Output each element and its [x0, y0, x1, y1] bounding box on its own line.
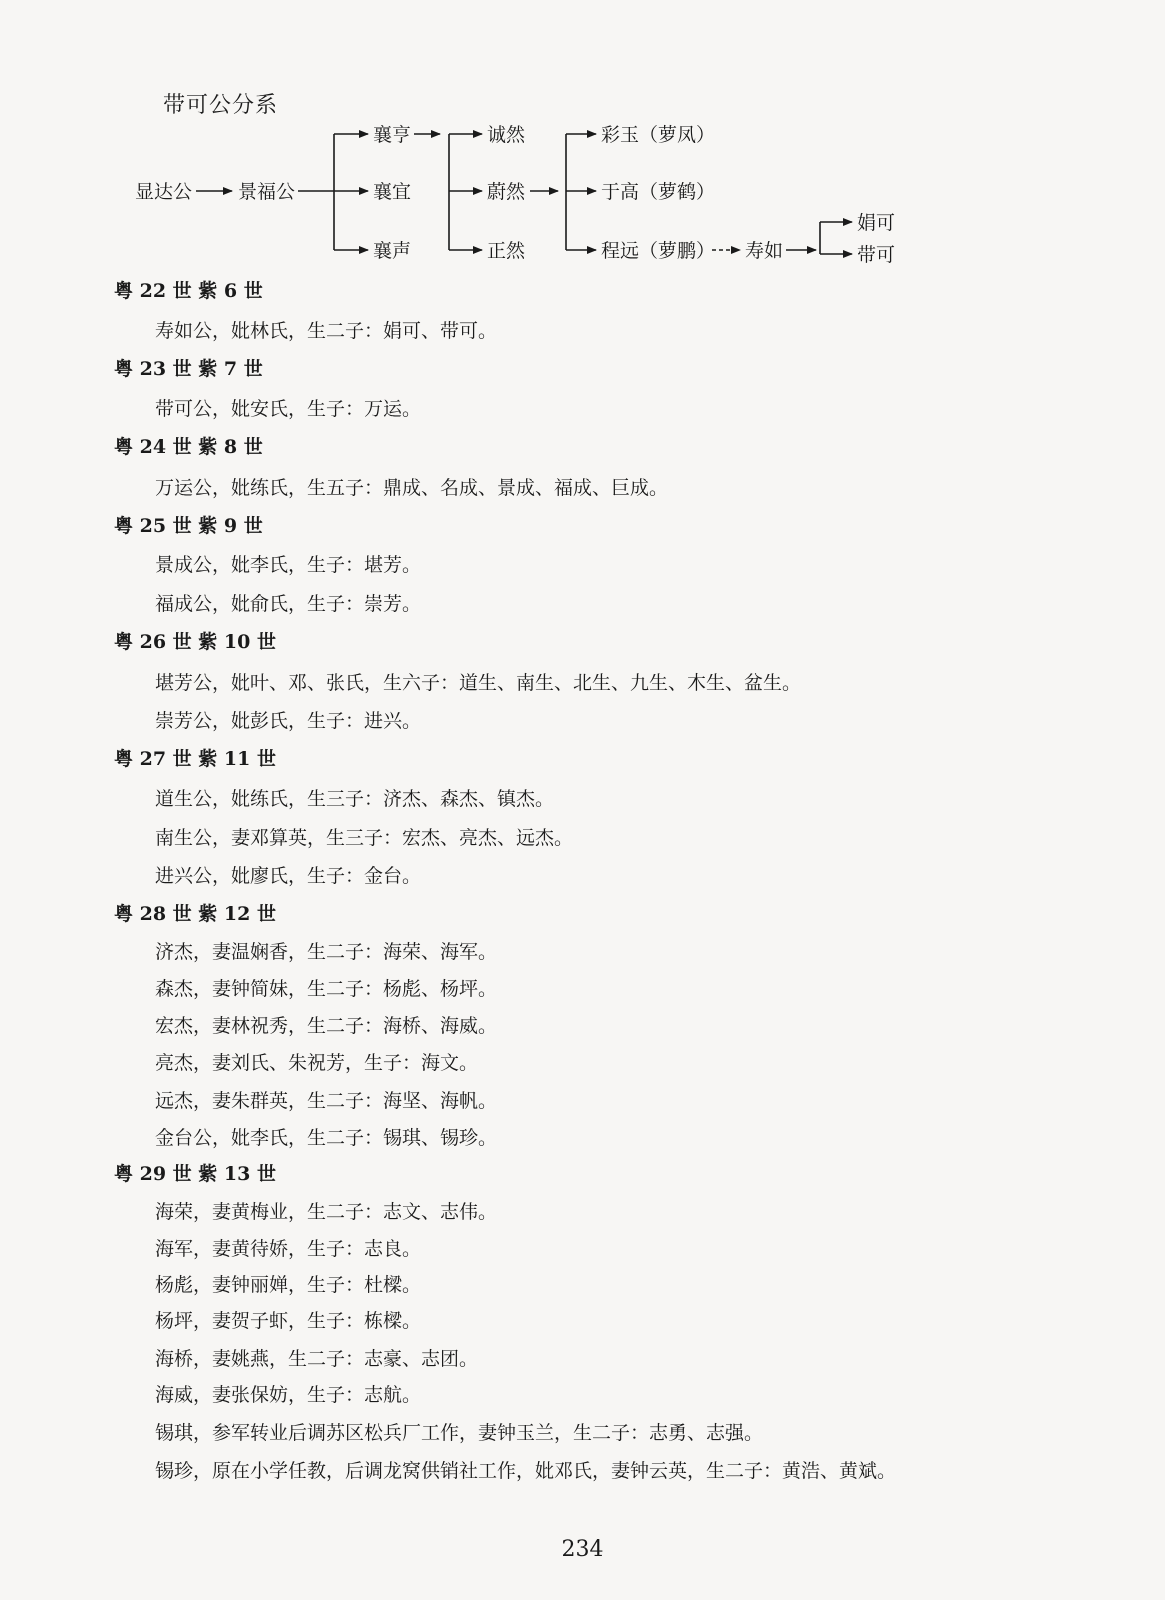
tree-node-g4-0: 诚然: [487, 124, 526, 146]
genealogy-entry: 道生公，妣练氏，生三子：济杰、森杰、镇杰。: [155, 788, 555, 810]
tree-node-g3-2: 襄声: [373, 240, 412, 262]
genealogy-entry: 亮杰，妻刘氏、朱祝芳，生子：海文。: [155, 1052, 479, 1074]
genealogy-entry: 森杰，妻钟简妹，生二子：杨彪、杨坪。: [155, 978, 498, 1000]
section-title: 带可公分系: [163, 93, 279, 118]
tree-node-g3-1: 襄宜: [373, 181, 412, 203]
genealogy-entry: 杨彪，妻钟丽婵，生子：杜樑。: [155, 1274, 422, 1296]
generation-heading: 粤 22 世 紫 6 世: [114, 280, 263, 302]
generation-heading: 粤 25 世 紫 9 世: [114, 515, 263, 537]
tree-node-g3-0: 襄亨: [373, 124, 412, 146]
tree-node-g5-1: 于高（萝鹤）: [601, 181, 716, 203]
genealogy-entry: 宏杰，妻林祝秀，生二子：海桥、海威。: [155, 1015, 498, 1037]
genealogy-entry: 南生公，妻邓算英，生三子：宏杰、亮杰、远杰。: [155, 827, 574, 849]
genealogy-entry: 进兴公，妣廖氏，生子：金台。: [155, 865, 422, 887]
genealogy-entry: 锡琪，参军转业后调苏区松兵厂工作，妻钟玉兰，生二子：志勇、志强。: [155, 1422, 764, 1444]
lineage-tree: [0, 0, 1165, 280]
tree-node-g5-0: 彩玉（萝凤）: [601, 124, 716, 146]
generation-heading: 粤 27 世 紫 11 世: [114, 748, 276, 770]
genealogy-entry: 福成公，妣俞氏，生子：崇芳。: [155, 593, 422, 615]
tree-node-n6: 寿如: [745, 240, 784, 262]
tree-node-n1: 显达公: [135, 181, 193, 203]
genealogy-entry: 远杰，妻朱群英，生二子：海坚、海帆。: [155, 1090, 498, 1112]
page-number: 234: [561, 1537, 604, 1562]
genealogy-entry: 金台公，妣李氏，生二子：锡琪、锡珍。: [155, 1127, 498, 1149]
genealogy-entry: 堪芳公，妣叶、邓、张氏，生六子：道生、南生、北生、九生、木生、盆生。: [155, 672, 802, 694]
tree-node-g4-1: 蔚然: [487, 181, 526, 203]
generation-heading: 粤 28 世 紫 12 世: [114, 903, 276, 925]
genealogy-entry: 万运公，妣练氏，生五子：鼎成、名成、景成、福成、巨成。: [155, 477, 669, 499]
tree-node-g5-2: 程远（萝鹏）: [601, 240, 716, 262]
generation-heading: 粤 23 世 紫 7 世: [114, 358, 263, 380]
genealogy-entry: 寿如公，妣林氏，生二子：娟可、带可。: [155, 320, 498, 342]
genealogy-entry: 济杰，妻温娴香，生二子：海荣、海军。: [155, 941, 498, 963]
genealogy-entry: 海荣，妻黄梅业，生二子：志文、志伟。: [155, 1201, 498, 1223]
tree-node-g4-2: 正然: [487, 240, 526, 262]
tree-node-g7-1: 带可: [857, 244, 896, 266]
genealogy-entry: 海桥，妻姚燕，生二子：志豪、志团。: [155, 1348, 479, 1370]
generation-heading: 粤 24 世 紫 8 世: [114, 436, 263, 458]
tree-node-n2: 景福公: [238, 181, 296, 203]
generation-heading: 粤 26 世 紫 10 世: [114, 631, 276, 653]
genealogy-entry: 海军，妻黄待娇，生子：志良。: [155, 1238, 422, 1260]
tree-node-g7-0: 娟可: [857, 212, 896, 234]
genealogy-entry: 带可公，妣安氏，生子：万运。: [155, 398, 422, 420]
genealogy-entry: 景成公，妣李氏，生子：堪芳。: [155, 554, 422, 576]
genealogy-entry: 崇芳公，妣彭氏，生子：进兴。: [155, 710, 422, 732]
genealogy-entry: 海威，妻张保妨，生子：志航。: [155, 1384, 422, 1406]
genealogy-entry: 锡珍，原在小学任教，后调龙窝供销社工作，妣邓氏，妻钟云英，生二子：黄浩、黄斌。: [155, 1460, 897, 1482]
generation-heading: 粤 29 世 紫 13 世: [114, 1163, 276, 1185]
genealogy-entry: 杨坪，妻贺子虾，生子：栋樑。: [155, 1310, 422, 1332]
